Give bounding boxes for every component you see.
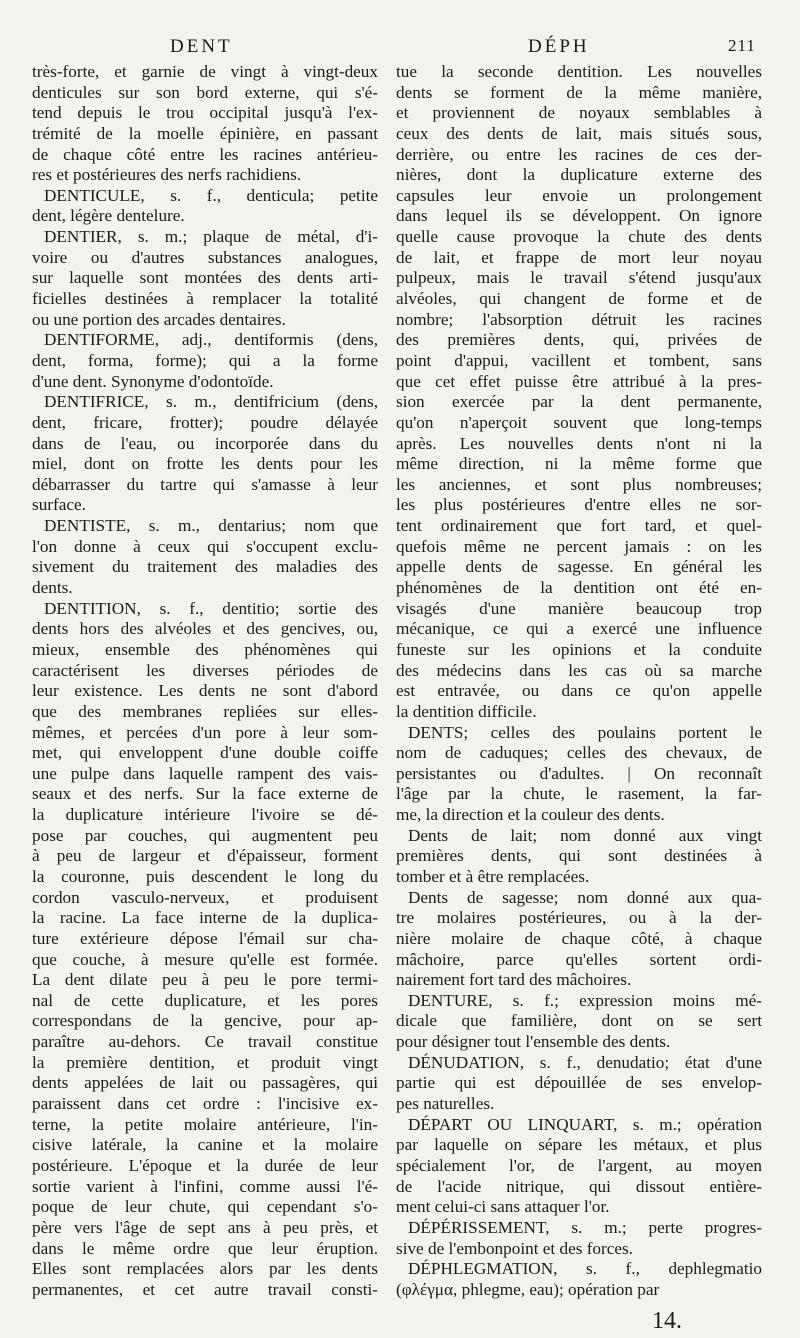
text-line: capsules leur envoie un prolongement <box>396 185 762 205</box>
text-line: caractérisent les diverses périodes de <box>32 660 378 680</box>
text-line: sive de l'embonpoint et des forces. <box>396 1238 633 1258</box>
text-line: ceux des dents de lait, mais situés sous, <box>396 123 762 143</box>
right-column <box>396 62 762 1300</box>
text-line: ou une portion des arcades dentaires. <box>32 309 286 329</box>
text-line: persistantes ou d'adultes. | On reconnaît <box>396 763 762 783</box>
text-line: par laquelle on sépare les métaux, et plus <box>396 1135 762 1155</box>
text-line: point d'appui, vacillent et tombent, sans <box>396 350 762 370</box>
text-line: que des membranes repliées sur elles- <box>32 701 378 721</box>
text-line: de lait, et frappe de mort leur noyau <box>396 247 762 267</box>
text-line: tomber et à être remplacées. <box>396 866 590 886</box>
text-line: très-forte, et garnie de vingt à vingt-deux <box>32 62 378 81</box>
text-line: que cet effet puisse être attribué à la pres- <box>396 371 762 391</box>
text-line: visagés d'une manière beaucoup trop <box>396 598 762 618</box>
text-line: permanentes, et cet autre travail consti- <box>32 1279 378 1299</box>
text-line: sortie varient à l'infini, comme aussi l'é- <box>32 1176 378 1196</box>
text-line: ment celui-ci sans attaquer l'or. <box>396 1197 610 1217</box>
text-line: (φλέγμα, phlegme, eau); opération par <box>396 1279 660 1299</box>
text-line: dicale que familière, dont on se sert <box>396 1011 762 1031</box>
text-line: débarrasser du tartre qui s'amasse à leur <box>32 474 378 494</box>
text-line: paraissent dans cet ordre : l'incisive ex- <box>32 1094 378 1114</box>
text-line: quelle cause provoque la chute des dents <box>396 227 762 247</box>
text-line: DENTURE, s. f.; expression moins mé- <box>408 990 762 1010</box>
text-line: partie qui est dépouillée de ses envelop- <box>396 1073 762 1093</box>
text-line: tre molaires postérieures, ou à la der- <box>396 908 762 928</box>
text-line: dans le même ordre que leur éruption. <box>32 1238 378 1258</box>
text-line: phénomènes de la dentition ont été en- <box>396 578 762 598</box>
text-line: après. Les nouvelles dents n'ont ni la <box>396 433 762 453</box>
text-line: pose par couches, qui augmentent peu <box>32 825 378 845</box>
text-line: surface. <box>32 495 86 515</box>
text-line: paraître au-dehors. Ce travail constitue <box>32 1032 378 1052</box>
text-line: tend depuis le trou occipital jusqu'à l'ex- <box>32 103 378 123</box>
text-line: même direction, ni la même forme que <box>396 454 762 474</box>
text-line: l'âge par la chute, le rasement, la far- <box>396 784 762 804</box>
text-line: seaux et des nerfs. Sur la face externe de <box>32 784 378 804</box>
text-line: dans lequel ils se développent. On ignore <box>396 206 762 226</box>
text-line: nières, dont la duplicature externe des <box>396 165 762 185</box>
text-line: nairement fort tard des mâchoires. <box>396 970 632 990</box>
text-line: dents appelées de lait ou passagères, qui <box>32 1073 378 1093</box>
text-line: premières dents, qui sont destinées à <box>396 846 762 866</box>
signature-mark: 14. <box>652 1308 682 1334</box>
text-line: mêmes, et percées d'un pore à leur som- <box>32 722 378 742</box>
text-line: DENTITION, s. f., dentitio; sortie des <box>44 598 378 618</box>
text-line: poque de leur chute, qui cependant s'o- <box>32 1197 378 1217</box>
text-line: de l'acide nitrique, qui dissout entière- <box>396 1176 762 1196</box>
text-line: DÉPART OU LINQUART, s. m.; opération <box>408 1114 762 1134</box>
text-line: DÉNUDATION, s. f., denudatio; état d'une <box>408 1052 762 1072</box>
text-line: sivement du traitement des maladies des <box>32 557 378 577</box>
text-line: la couronne, puis descendent le long du <box>32 866 378 886</box>
text-line: cordon vasculo-nerveux, et produisent <box>32 887 378 907</box>
text-line: tent ordinairement que fort tard, et quel- <box>396 516 762 536</box>
text-line: l'on donne à ceux qui s'occupent exclu- <box>32 536 378 556</box>
text-line: DÉPHLEGMATION, s. f., dephlegmatio <box>408 1259 762 1279</box>
running-head-left: DENT <box>170 36 233 57</box>
text-line: DENTIFRICE, s. m., dentifricium (dens, <box>44 392 378 412</box>
text-line: dent, légère dentelure. <box>32 206 185 226</box>
text-line: denticules sur son bord externe, qui s'é- <box>32 82 378 102</box>
text-line: à peu de largeur et d'épaisseur, forment <box>32 846 378 866</box>
text-line: DÉPÉRISSEMENT, s. m.; perte progres- <box>408 1217 762 1237</box>
text-line: sur laquelle sont montées des dents arti- <box>32 268 378 288</box>
text-line: Dents de lait; nom donné aux vingt <box>408 825 762 845</box>
text-line: correspondans de la gencive, pour ap- <box>32 1011 378 1031</box>
text-line: DENTIFORME, adj., dentiformis (dens, <box>44 330 378 350</box>
text-line: funeste sur les opinions et la conduite <box>396 639 762 659</box>
text-line: la première dentition, et produit vingt <box>32 1052 378 1072</box>
text-line: trémité de la moelle épinière, en passant <box>32 123 378 143</box>
text-line: mécanique, ce qui a exercé une influence <box>396 619 762 639</box>
text-line: nom de caduques; celles des chevaux, de <box>396 743 762 763</box>
text-line: mieux, ensemble des phénomènes qui <box>32 639 378 659</box>
text-line: d'une dent. Synonyme d'odontoïde. <box>32 371 274 391</box>
text-line: nière molaire de chaque côté, à chaque <box>396 928 762 948</box>
text-line: cisive latérale, la canine et la molaire <box>32 1135 378 1155</box>
text-line: est entravée, ou dans ce qu'on appelle <box>396 681 762 701</box>
text-line: DENTS; celles des poulains portent le <box>408 722 762 742</box>
text-line: terne, la petite molaire antérieure, l'in- <box>32 1114 378 1134</box>
text-line: les plus postérieures d'entre elles ne sor- <box>396 495 762 515</box>
text-line: quefois même ne percent jamais : on les <box>396 536 762 556</box>
text-line: une pulpe dans laquelle rampent des vais- <box>32 763 378 783</box>
text-line: appelle dents de sagesse. En général les <box>396 557 762 577</box>
text-line: la duplicature intérieure l'ivoire se dé- <box>32 805 378 825</box>
text-line: DENTICULE, s. f., denticula; petite <box>44 185 378 205</box>
text-line: miel, dont on frotte les dents pour les <box>32 454 378 474</box>
text-line: me, la direction et la couleur des dents. <box>396 805 665 825</box>
text-line: père vers l'âge de sept ans à peu près, et <box>32 1217 378 1237</box>
text-line: pes naturelles. <box>396 1094 495 1114</box>
text-line: DENTISTE, s. m., dentarius; nom que <box>44 516 378 536</box>
text-line: tue la seconde dentition. Les nouvelles <box>396 62 762 81</box>
text-line: met, qui enveloppent d'une double coiffe <box>32 743 378 763</box>
text-line: leur existence. Les dents ne sont d'abord <box>32 681 378 701</box>
text-line: de chaque côté entre les racines antérieu- <box>32 144 378 164</box>
text-line: spécialement l'or, de l'argent, au moyen <box>396 1155 762 1175</box>
text-line: mâchoire, parce qu'elles sortent ordi- <box>396 949 762 969</box>
text-line: dents hors des alvéoles et des gencives, ou, <box>32 619 378 639</box>
text-line: dents. <box>32 578 73 598</box>
text-line: ture extérieure dépose l'émail sur cha- <box>32 928 378 948</box>
text-line: les anciennes, et sont plus nombreuses; <box>396 474 762 494</box>
text-line: des premières dents, qui, privées de <box>396 330 762 350</box>
text-line: sion exercée par la dent permanente, <box>396 392 762 412</box>
text-line: Dents de sagesse; nom donné aux qua- <box>408 887 762 907</box>
text-line: pour désigner tout l'ensemble des dents. <box>396 1032 671 1052</box>
text-line: postérieure. L'époque et la durée de leur <box>32 1155 378 1175</box>
text-line: dans de l'eau, ou incorporée dans du <box>32 433 378 453</box>
running-head-right: DÉPH <box>528 36 590 57</box>
text-line: nal de cette duplicature, et les pores <box>32 990 378 1010</box>
text-line: La dent dilate peu à peu le pore termi- <box>32 970 378 990</box>
text-line: alvéoles, qui changent de forme et de <box>396 289 762 309</box>
text-line: nombre; l'absorption détruit les racines <box>396 309 762 329</box>
text-line: et proviennent de noyaux semblables à <box>396 103 762 123</box>
text-line: dent, fricare, frotter); poudre délayée <box>32 412 378 432</box>
text-line: la dentition difficile. <box>396 701 537 721</box>
text-line: voire ou d'autres substances analogues, <box>32 247 378 267</box>
text-line: qu'on n'aperçoit souvent que long-temps <box>396 412 762 432</box>
text-line: que couche, à mesure qu'elle est formée. <box>32 949 378 969</box>
text-line: derrière, ou entre les racines de ces der- <box>396 144 762 164</box>
text-line: pulpeux, mais le travail s'étend jusqu'aux <box>396 268 762 288</box>
text-line: la racine. La face interne de la duplica- <box>32 908 378 928</box>
page-number: 211 <box>728 36 756 55</box>
text-line: res et postérieures des nerfs rachidiens. <box>32 165 302 185</box>
text-line: ficielles destinées à remplacer la totalité <box>32 289 378 309</box>
text-line: Elles sont remplacées alors par les dents <box>32 1259 378 1279</box>
text-line: dents se forment de la même manière, <box>396 82 762 102</box>
left-column <box>32 62 378 1300</box>
text-line: DENTIER, s. m.; plaque de métal, d'i- <box>44 227 378 247</box>
text-line: des médecins dans les cas où sa marche <box>396 660 762 680</box>
text-line: dent, forma, forme); qui a la forme <box>32 350 378 370</box>
